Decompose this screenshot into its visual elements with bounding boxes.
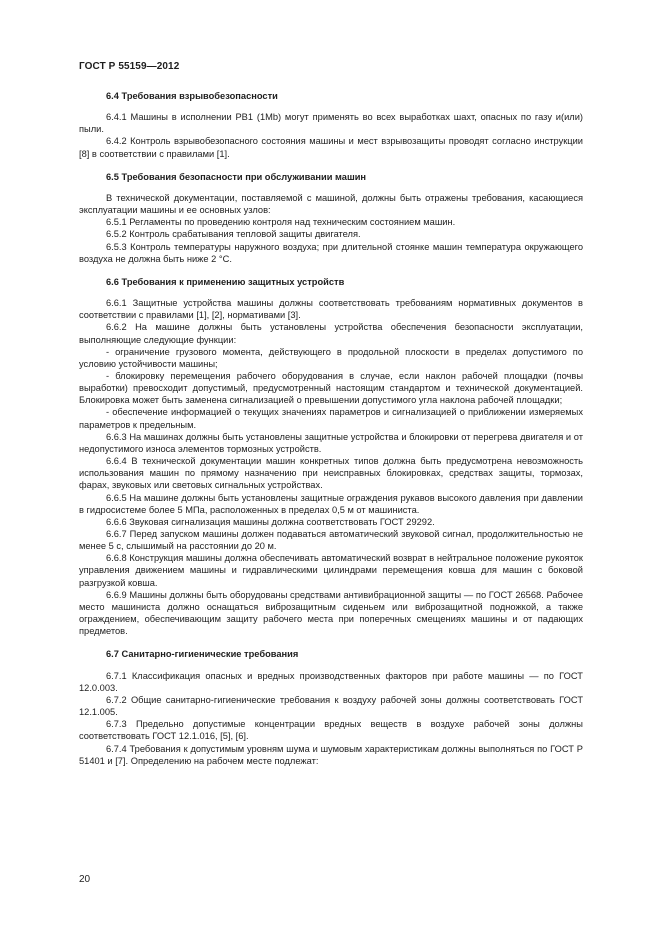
- page-body: [79, 90, 583, 767]
- paragraph: 6.7.3 Предельно допустимые концентрации вредных веществ в воздухе рабочей зоны должны соответствовать ГОСТ 12.1.016, [5], [6].: [79, 719, 583, 742]
- paragraph: 6.6.4 В технической документации машин конкретных типов должна быть предусмотрена невозможность использования машин по прямому назначению при неисправных блокировках, средствах защиты, тормозах, фарах, звуковых или световых сигнальных устройствах.: [79, 456, 583, 491]
- paragraph: 6.6.8 Конструкция машины должна обеспечивать автоматический возврат в нейтральное положение рукояток управления движением машины и гидравлическими цилиндрами перемещения ковша для машин с боковой разгрузкой ковша.: [79, 553, 583, 588]
- section-title: 6.7 Санитарно-гигиенические требования: [106, 649, 299, 660]
- list-item: - обеспечение информацией о текущих значениях параметров и сигнализацией о приближении измеряемых параметров к предельным.: [79, 407, 583, 430]
- paragraph: 6.6.2 На машине должны быть установлены устройства обеспечения безопасности эксплуатации, выполняющие следующие функции:: [79, 322, 583, 345]
- paragraph: 6.4.2 Контроль взрывобезопасного состояния машины и мест взрывозащиты проводят согласно инструкции [8] в соответствии с правилами [1].: [79, 136, 583, 159]
- page-number: 20: [79, 874, 91, 885]
- paragraph: 6.6.3 На машинах должны быть установлены защитные устройства и блокировки от перегрева двигателя и от недопустимого износа элементов тормозных устройств.: [79, 431, 583, 454]
- document-code: ГОСТ Р 55159—2012: [79, 61, 180, 72]
- section-title: 6.5 Требования безопасности при обслуживании машин: [106, 171, 367, 182]
- list-item: - блокировку перемещения рабочего оборудования в случае, если наклон рабочей площадки (почвы выработки) превосходит допустимый, предусмотренный настоящим стандартом и технической документацией. Блокировка может быть заменена сигнализацией о превышении допустимого угла наклона рабочей площадки;: [79, 370, 583, 406]
- paragraph: 6.6.5 На машине должны быть установлены защитные ограждения рукавов высокого давления при давлении в гидросистеме более 5 МПа, расположенных в пределах 0,5 м от машиниста.: [79, 492, 583, 515]
- paragraph: 6.7.4 Требования к допустимым уровням шума и шумовым характеристикам должны выполняться по ГОСТ Р 51401 и [7]. Определению на рабочем месте подлежат:: [79, 743, 583, 766]
- paragraph: 6.5.1 Регламенты по проведению контроля над техническим состоянием машин.: [106, 217, 456, 228]
- paragraph: 6.7.2 Общие санитарно-гигиенические требования к воздуху рабочей зоны должны соответствовать ГОСТ 12.1.005.: [79, 694, 583, 718]
- paragraph: 6.6.6 Звуковая сигнализация машины должна соответствовать ГОСТ 29292.: [106, 516, 435, 527]
- list-item: - ограничение грузового момента, действующего в продольной плоскости в пределах допустимого по условию устойчивости машины;: [79, 346, 583, 369]
- paragraph: 6.5.3 Контроль температуры наружного воздуха; при длительной стоянке машин температура окружающего воздуха не должна быть ниже 2 °С.: [79, 241, 583, 264]
- paragraph: 6.7.1 Классификация опасных и вредных производственных факторов при работе машины — по ГОСТ 12.0.003.: [79, 670, 583, 693]
- section-title: 6.4 Требования взрывобезопасности: [106, 91, 278, 101]
- paragraph: 6.4.1 Машины в исполнении РВ1 (1Мb) могут применять во всех выработках шахт, опасных по газу и(или) пыли.: [79, 112, 583, 135]
- paragraph: 6.6.7 Перед запуском машины должен подаваться автоматический звуковой сигнал, продолжительностью не менее 5 с, слышимый на расстоянии до 20 м.: [79, 529, 583, 552]
- paragraph: В технической документации, поставляемой с машиной, должны быть отражены требования, касающиеся эксплуатации машины и ее основных узлов:: [79, 192, 583, 216]
- paragraph: 6.5.2 Контроль срабатывания тепловой защиты двигателя.: [106, 229, 361, 240]
- paragraph: 6.6.1 Защитные устройства машины должны соответствовать требованиям нормативных документов в соответствии с правилами [1], [2], нормативами [3].: [79, 298, 583, 321]
- paragraph: 6.6.9 Машины должны быть оборудованы средствами антивибрационной защиты — по ГОСТ 26568. Рабочее место машиниста должно оснащаться виброзащитным сиденьем или виброзащитной подножкой, а также ограждением, обеспечивающим защиту рабочего места при поперечных смещениях машины и от падающих предметов.: [79, 589, 583, 637]
- section-title: 6.6 Требования к применению защитных устройств: [106, 276, 345, 287]
